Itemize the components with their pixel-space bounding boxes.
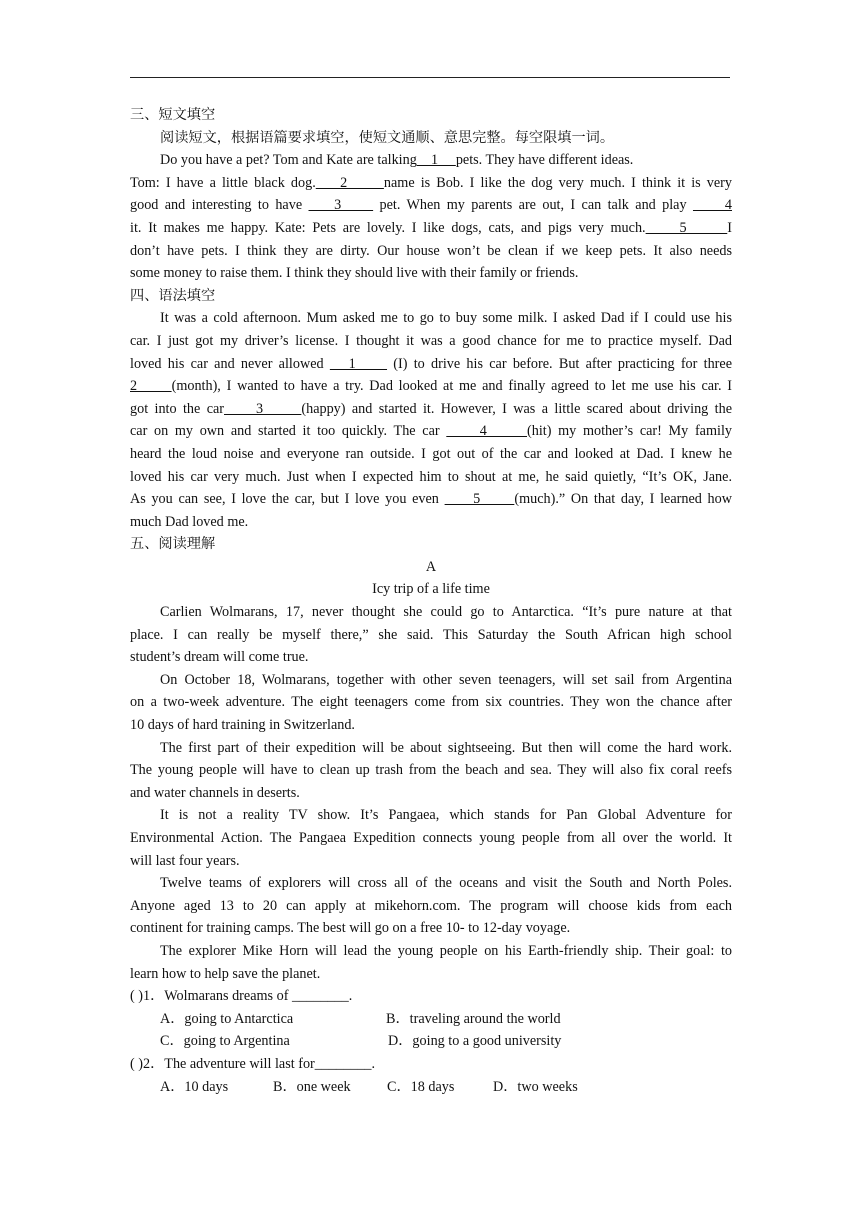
para-line: continent for training camps. The best will go on a free 10- to 12-day voyage. [130, 920, 571, 937]
s4-line-1: It was a cold afternoon. Mum asked me to go to buy some milk. I asked Dad if I could use his [160, 310, 732, 327]
s4-line-2: car. I just got my driver’s license. I thought it was a good chance for me to practice myself. Dad [130, 332, 732, 349]
section-3-instruction: 阅读短文，根据语篇要求填空，使短文通顺、意思完整。每空限填一词。 [160, 129, 615, 146]
para-line: 10 days of hard training in Switzerland. [130, 717, 355, 734]
option-c[interactable]: C．18 days [387, 1078, 455, 1095]
section-4-title: 四、语法填空 [130, 287, 216, 304]
blank-4[interactable]: 4 [692, 197, 732, 214]
para-line: place. I can really be myself there,” she said. This Saturday the South African high school [130, 626, 732, 643]
text: (much).” On that day, I learned how [514, 491, 732, 508]
para-line: Carlien Wolmarans, 17, never thought she could go to Antarctica. “It’s pure nature at that [160, 604, 732, 621]
s3-line-3 [130, 194, 732, 217]
s4-line-8: loved his car very much. Just when I expected him to shout at me, he said quietly, “It’s OK, Jane. [130, 468, 732, 485]
s3-line-2 [130, 172, 732, 195]
option-b[interactable]: B．one week [273, 1078, 351, 1095]
blank-1[interactable]: 1 [329, 355, 388, 372]
blank-4[interactable]: 4 [446, 423, 528, 440]
question-1-options-row-2 [130, 1030, 732, 1053]
text: good and interesting to have [130, 197, 309, 214]
question-1-stem: ( )1．Wolmarans dreams of ________. [130, 988, 353, 1005]
text: I [727, 219, 732, 236]
question-1-options-row-1 [130, 1008, 732, 1031]
paragraph-3 [130, 737, 732, 805]
paragraph-6 [130, 940, 732, 985]
option-a[interactable]: A．going to Antarctica [160, 1010, 294, 1027]
text: As you can see, I love the car, but I love you even [130, 491, 445, 508]
s3-line-4 [130, 217, 732, 240]
header-rule [130, 77, 730, 78]
text: Tom: I have a little black dog. [130, 174, 316, 191]
text: (happy) and started it. However, I was a little scared about driving the [301, 400, 732, 417]
blank-2[interactable]: 2 [315, 174, 384, 191]
para-line: will last four years. [130, 852, 240, 869]
text: car on my own and started it too quickly. The car [130, 423, 447, 440]
option-a[interactable]: A．10 days [160, 1078, 229, 1095]
text: pets. They have different ideas. [455, 152, 634, 169]
text: (I) to drive his car before. But after practicing for three [387, 355, 732, 372]
paragraph-1 [130, 601, 732, 669]
s4-line-10: much Dad loved me. [130, 513, 249, 530]
paragraph-5 [130, 872, 732, 940]
blank-1[interactable]: 1 [416, 152, 456, 169]
text: name is Bob. I like the dog very much. I think it is very [383, 174, 732, 191]
passage-title: Icy trip of a life time [372, 581, 490, 598]
para-line: On October 18, Wolmarans, together with other seven teenagers, will set sail from Argentina [160, 671, 732, 688]
blank-5[interactable]: 5 [645, 219, 728, 236]
s4-line-3 [130, 353, 732, 376]
option-b[interactable]: B．traveling around the world [386, 1010, 561, 1027]
blank-2[interactable]: 2 [130, 378, 172, 395]
s3-line-5: don’t have pets. I think they are dirty. Our house won’t be clean if we keep pets. It also needs [130, 242, 732, 259]
s3-line-6: some money to raise them. I think they should live with their family or friends. [130, 265, 579, 282]
para-line: and water channels in deserts. [130, 784, 300, 801]
passage-label: A [425, 558, 437, 575]
para-line: on a two-week adventure. The eight teenagers come from six countries. They won the chance after [130, 694, 732, 711]
para-line: Environmental Action. The Pangaea Expedition connects young people from all over the world. It [130, 830, 732, 846]
question-2-options [130, 1076, 732, 1099]
text: pet. When my parents are out, I can talk and play [373, 197, 693, 214]
blank-3[interactable]: 3 [224, 400, 302, 417]
para-line: The explorer Mike Horn will lead the young people on his Earth-friendly ship. Their goal: to [160, 942, 732, 959]
para-line: Twelve teams of explorers will cross all of the oceans and visit the South and North Poles. [160, 875, 732, 892]
text: (month), I wanted to have a try. Dad looked at me and finally agreed to let me use his car. I [171, 378, 732, 395]
text: got into the car [130, 400, 225, 417]
option-c[interactable]: C．going to Argentina [160, 1033, 290, 1050]
blank-5[interactable]: 5 [444, 491, 515, 508]
text: it. It makes me happy. Kate: Pets are lovely. I like dogs, cats, and pigs very much. [130, 219, 646, 236]
s3-line-1 [130, 149, 732, 172]
section-5-title: 五、阅读理解 [130, 536, 216, 553]
s4-line-7: heard the loud noise and everyone ran outside. I got out of the car and looked at Dad. I knew he [130, 445, 732, 462]
para-line: It is not a reality TV show. It’s Pangaea, which stands for Pan Global Adventure for [160, 807, 732, 824]
para-line: learn how to help save the planet. [130, 965, 321, 982]
option-d[interactable]: D．going to a good university [388, 1033, 562, 1050]
section-3-title: 三、短文填空 [130, 107, 216, 123]
s4-line-5 [130, 398, 732, 421]
para-line: The young people will have to clean up trash from the beach and sea. They will also fix coral reefs [130, 762, 732, 779]
text: (hit) my mother’s car! My family [527, 423, 732, 440]
paragraph-2 [130, 669, 732, 737]
s4-line-4 [130, 375, 732, 398]
para-line: The first part of their expedition will be about sightseeing. But then will come the hard work. [160, 739, 732, 756]
question-2-stem: ( )2．The adventure will last for________. [130, 1055, 376, 1072]
s4-line-6 [130, 420, 732, 443]
text: Do you have a pet? Tom and Kate are talking [160, 152, 417, 169]
para-line: Anyone aged 13 to 20 can apply at mikehorn.com. The program will choose kids from each [130, 897, 732, 914]
paragraph-4 [130, 804, 732, 872]
s4-line-9 [130, 488, 732, 511]
worksheet [130, 104, 732, 1098]
para-line: student’s dream will come true. [130, 649, 309, 666]
option-d[interactable]: D．two weeks [493, 1078, 578, 1095]
blank-3[interactable]: 3 [308, 197, 374, 214]
text: loved his car and never allowed [130, 355, 330, 372]
